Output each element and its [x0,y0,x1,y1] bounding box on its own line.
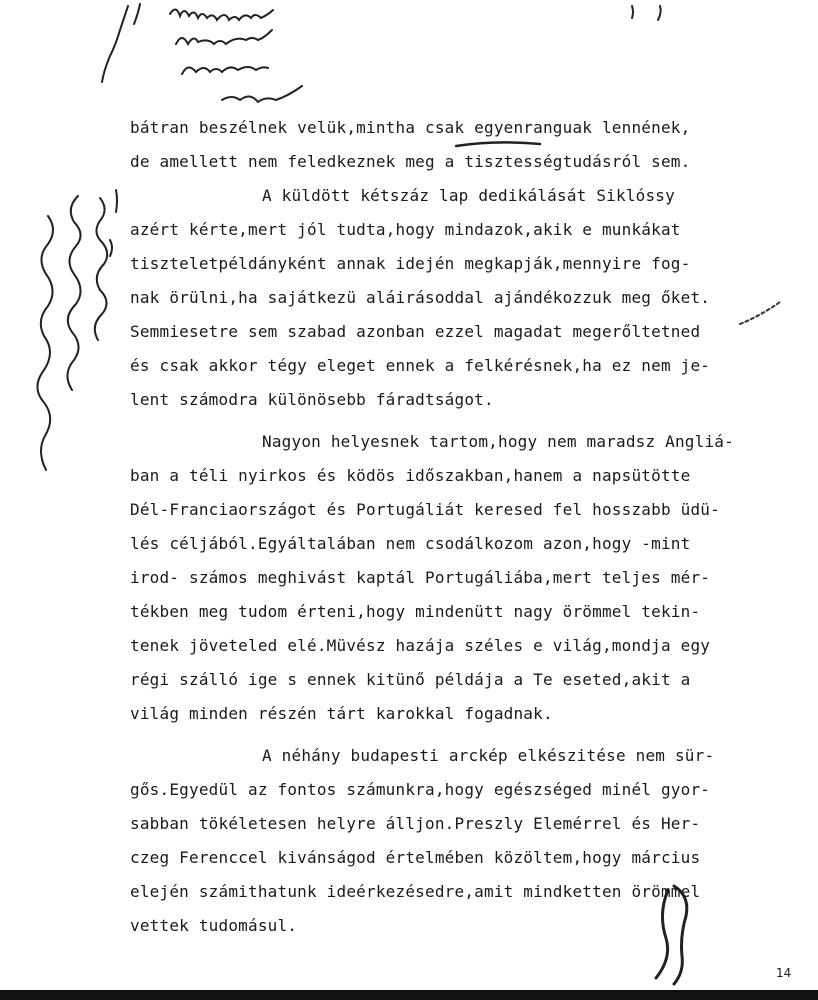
text-line: irod- számos meghivást kaptál Portugáliába,mert teljes mér- [130,568,711,587]
text-line: régi szálló ige s ennek kitünő példája a Te eseted,akit a [130,670,691,689]
handwritten-notes-top [0,0,818,130]
handwritten-notes-left-margin [0,90,120,480]
scan-edge [0,990,818,1000]
text-line: tiszteletpéldányként annak idején megkapják,mennyire fog- [130,254,691,273]
text-line: A néhány budapesti arckép elkészitése nem sür- [262,746,715,765]
text-line: világ minden részén tárt karokkal fogadnak. [130,704,553,723]
text-line: lés céljából.Egyáltalában nem csodálkozom azon,hogy -mint [130,534,691,553]
text-line: lent számodra különösebb fáradtságot. [130,390,494,409]
text-line: gős.Egyedül az fontos számunkra,hogy egészséged minél gyor- [130,780,711,799]
text-line: vettek tudomásul. [130,916,298,935]
text-line: elején számithatunk ideérkezésedre,amit mindketten örömmel [130,882,701,901]
text-line: bátran beszélnek velük,mintha csak egyenranguak lennének, [130,118,691,137]
margin-annotation-right [736,296,796,336]
text-line: ban a téli nyirkos és ködös időszakban,hanem a napsütötte [130,466,691,485]
text-line: Dél-Franciaországot és Portugáliát keresed fel hosszabb üdü- [130,500,720,519]
page-number: 14 [776,966,792,980]
text-line: Semmiesetre sem szabad azonban ezzel magadat megerőltetned [130,322,701,341]
text-line: azért kérte,mert jól tudta,hogy mindazok,akik e munkákat [130,220,681,239]
text-line: tenek jöveteled elé.Müvész hazája széles e világ,mondja egy [130,636,711,655]
text-line: de amellett nem feledkeznek meg a tisztességtudásról sem. [130,152,691,171]
text-line: czeg Ferenccel kivánságod értelmében közöltem,hogy március [130,848,701,867]
text-line: nak örülni,ha sajátkezü aláirásoddal ajándékozzuk meg őket. [130,288,711,307]
text-line: sabban tökéletesen helyre álljon.Preszly Elemérrel és Her- [130,814,701,833]
text-line: és csak akkor tégy eleget ennek a felkérésnek,ha ez nem je- [130,356,711,375]
text-line: A küldött kétszáz lap dedikálását Siklóssy [262,186,675,205]
text-line: Nagyon helyesnek tartom,hogy nem maradsz Angliá- [262,432,734,451]
text-line: tékben meg tudom érteni,hogy mindenütt nagy örömmel tekin- [130,602,701,621]
